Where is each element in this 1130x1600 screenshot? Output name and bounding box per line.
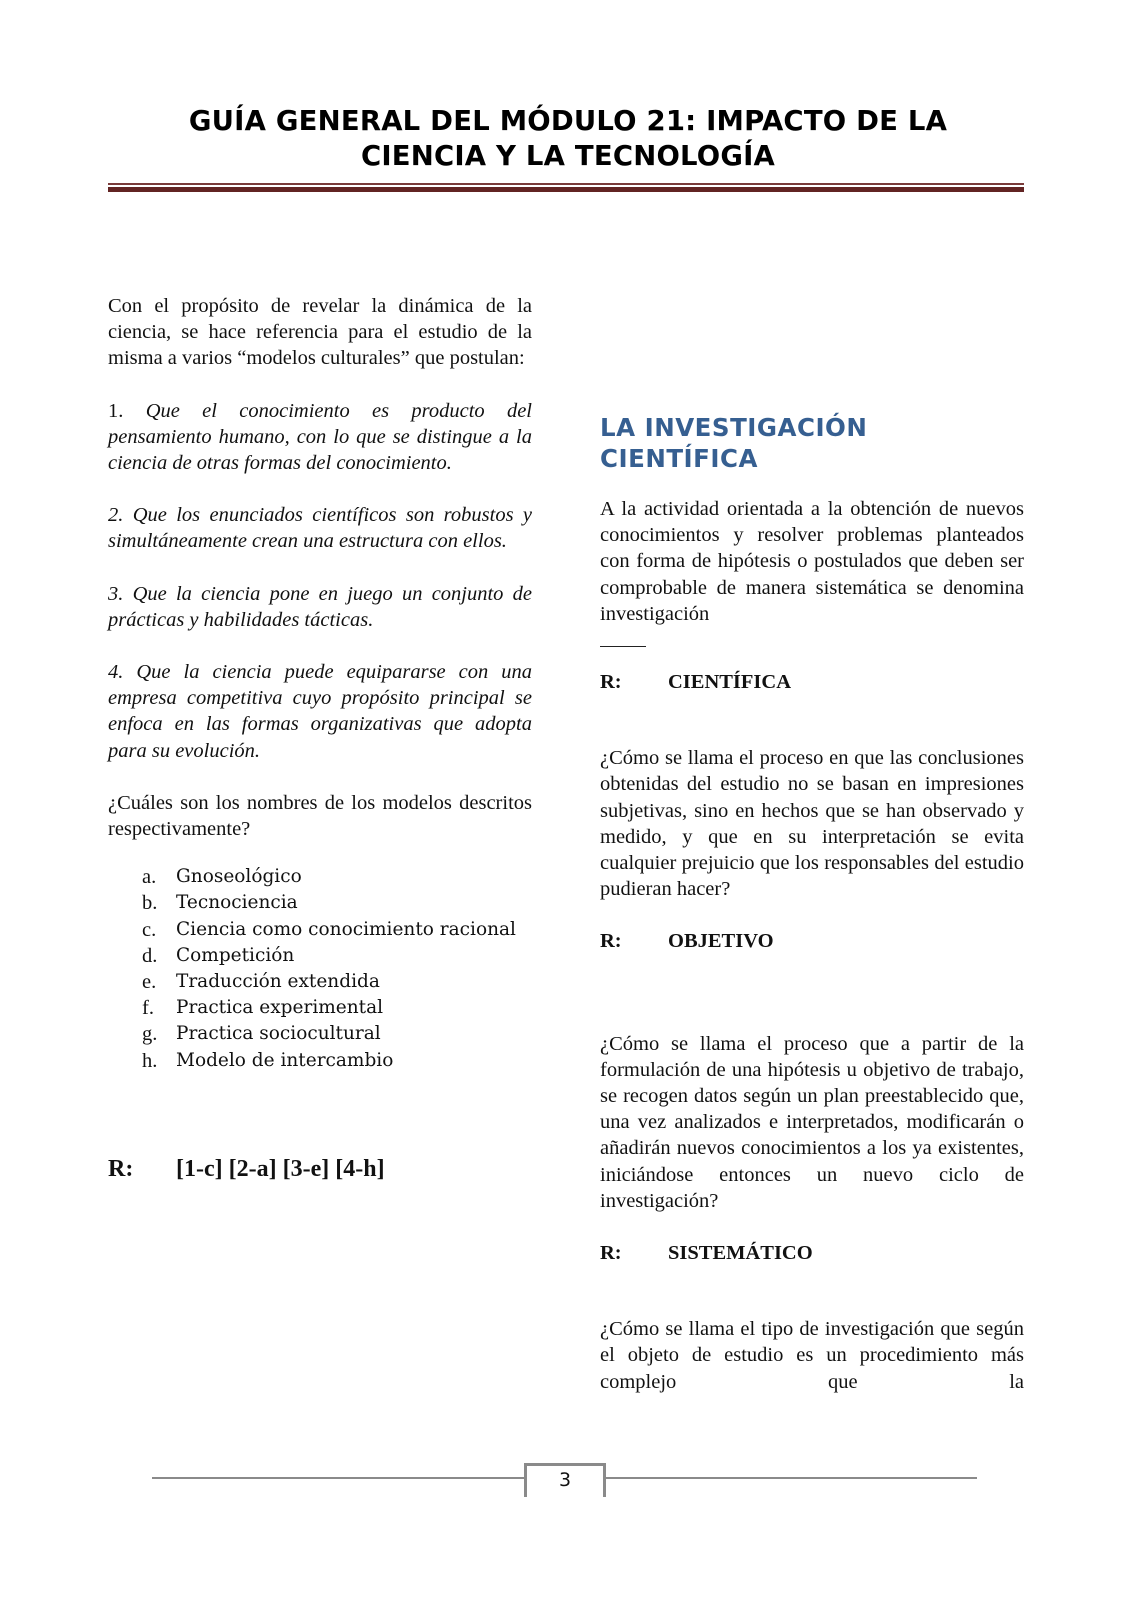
- statement-text: Que la ciencia puede equipararse con una empresa competitiva cuyo propósito principal se enfoca en las formas organizativas que adopta para su evolución.: [108, 661, 532, 762]
- statement-number: 1.: [108, 399, 124, 422]
- option-item: [108, 864, 532, 890]
- intro-paragraph: Con el propósito de revelar la dinámica de la ciencia, se hace referencia para el estudio de la misma a varios “modelos culturales” que postulan:: [108, 295, 532, 370]
- option-text: Ciencia como conocimiento racional: [176, 918, 516, 940]
- title-line-1: GUÍA GENERAL DEL MÓDULO 21: IMPACTO DE LA: [188, 105, 948, 137]
- option-marker: e.: [142, 971, 157, 993]
- title-rule-thin: [108, 183, 1024, 185]
- option-marker: c.: [142, 918, 157, 941]
- statement-text: Que los enunciados científicos son robustos y simultáneamente crean una estructura con ellos.: [108, 504, 532, 553]
- option-marker: a.: [142, 866, 157, 889]
- option-text: Modelo de intercambio: [176, 1049, 394, 1071]
- option-marker: b.: [142, 892, 158, 915]
- section-heading: [600, 412, 1024, 474]
- options-list: [108, 864, 532, 1074]
- title-line-2: CIENCIA Y LA TECNOLOGÍA: [360, 140, 776, 172]
- statement-2: [108, 502, 532, 554]
- right-column: [600, 412, 1024, 1421]
- heading-line-2: CIENTÍFICA: [600, 444, 758, 473]
- statement-1: [108, 398, 532, 477]
- option-marker: d.: [142, 944, 158, 967]
- question-1: A la actividad orientada a la obtención de nuevos conocimientos y resolver problemas planteados con forma de hipótesis o postulados que deben ser comprobable de manera sistemática se denomina investigación: [600, 498, 1024, 625]
- option-item: [108, 969, 532, 995]
- option-text: Practica experimental: [176, 997, 384, 1019]
- option-item: [108, 1021, 532, 1047]
- answer-value: OBJETIVO: [668, 930, 774, 953]
- option-marker: h.: [142, 1049, 158, 1072]
- statement-number: 4.: [108, 661, 124, 684]
- statement-number: 2.: [108, 504, 124, 527]
- heading-line-1: LA INVESTIGACIÓN: [600, 413, 868, 442]
- answer-2: [600, 928, 1024, 954]
- models-answer: [108, 1156, 532, 1182]
- statement-3: [108, 581, 532, 633]
- statement-text: Que la ciencia pone en juego un conjunto de prácticas y habilidades tácticas.: [108, 582, 533, 631]
- option-item: [108, 995, 532, 1021]
- option-text: Gnoseológico: [176, 866, 302, 888]
- option-text: Tecnociencia: [176, 892, 298, 914]
- question-2: ¿Cómo se llama el proceso en que las conclusiones obtenidas del estudio no se basan en impresiones subjetivas, sino en hechos que se han observado y medido, y que en su interpretación se evita cualquier prejuicio que los responsables del estudio pudieran hacer?: [600, 747, 1024, 901]
- page-number: 3: [524, 1463, 606, 1497]
- option-text: Traducción extendida: [176, 971, 380, 992]
- answer-value: [1-c] [2-a] [3-e] [4-h]: [176, 1155, 385, 1182]
- option-text: Practica sociocultural: [176, 1023, 381, 1045]
- option-item: [108, 917, 532, 943]
- title-rule-thick: [108, 187, 1024, 192]
- statement-text: Que el conocimiento es producto del pensamiento humano, con lo que se distingue a la ciencia de otras formas del conocimiento.: [108, 399, 532, 475]
- answer-label: R:: [600, 671, 622, 694]
- question-4: ¿Cómo se llama el tipo de investigación que según el objeto de estudio es un procedimiento más complejo que la: [600, 1318, 1024, 1393]
- answer-value: SISTEMÁTICO: [668, 1242, 813, 1265]
- answer-label: R:: [600, 1242, 622, 1265]
- answer-value: CIENTÍFICA: [668, 671, 792, 694]
- answer-3: [600, 1240, 1024, 1266]
- question-3: ¿Cómo se llama el proceso que a partir de la formulación de una hipótesis u objetivo de trabajo, se recogen datos según un plan preestablecido que, una vez analizados e interpretados, modificarán o añadirán nuevos conocimientos a los ya existentes, iniciándose entonces un nuevo ciclo de investigación?: [600, 1032, 1024, 1212]
- left-column: [108, 293, 532, 1182]
- option-item: [108, 890, 532, 916]
- document-title: [108, 104, 1028, 174]
- statement-4: [108, 659, 532, 764]
- option-marker: f.: [142, 997, 154, 1020]
- answer-1: [600, 669, 1024, 695]
- option-item: [108, 1048, 532, 1074]
- option-text: Competición: [176, 944, 295, 966]
- answer-label: R:: [600, 930, 622, 953]
- models-question: ¿Cuáles son los nombres de los modelos descritos respectivamente?: [108, 791, 532, 841]
- answer-label: R:: [108, 1155, 134, 1182]
- option-marker: g.: [142, 1023, 158, 1046]
- statement-number: 3.: [108, 582, 124, 605]
- option-item: [108, 943, 532, 969]
